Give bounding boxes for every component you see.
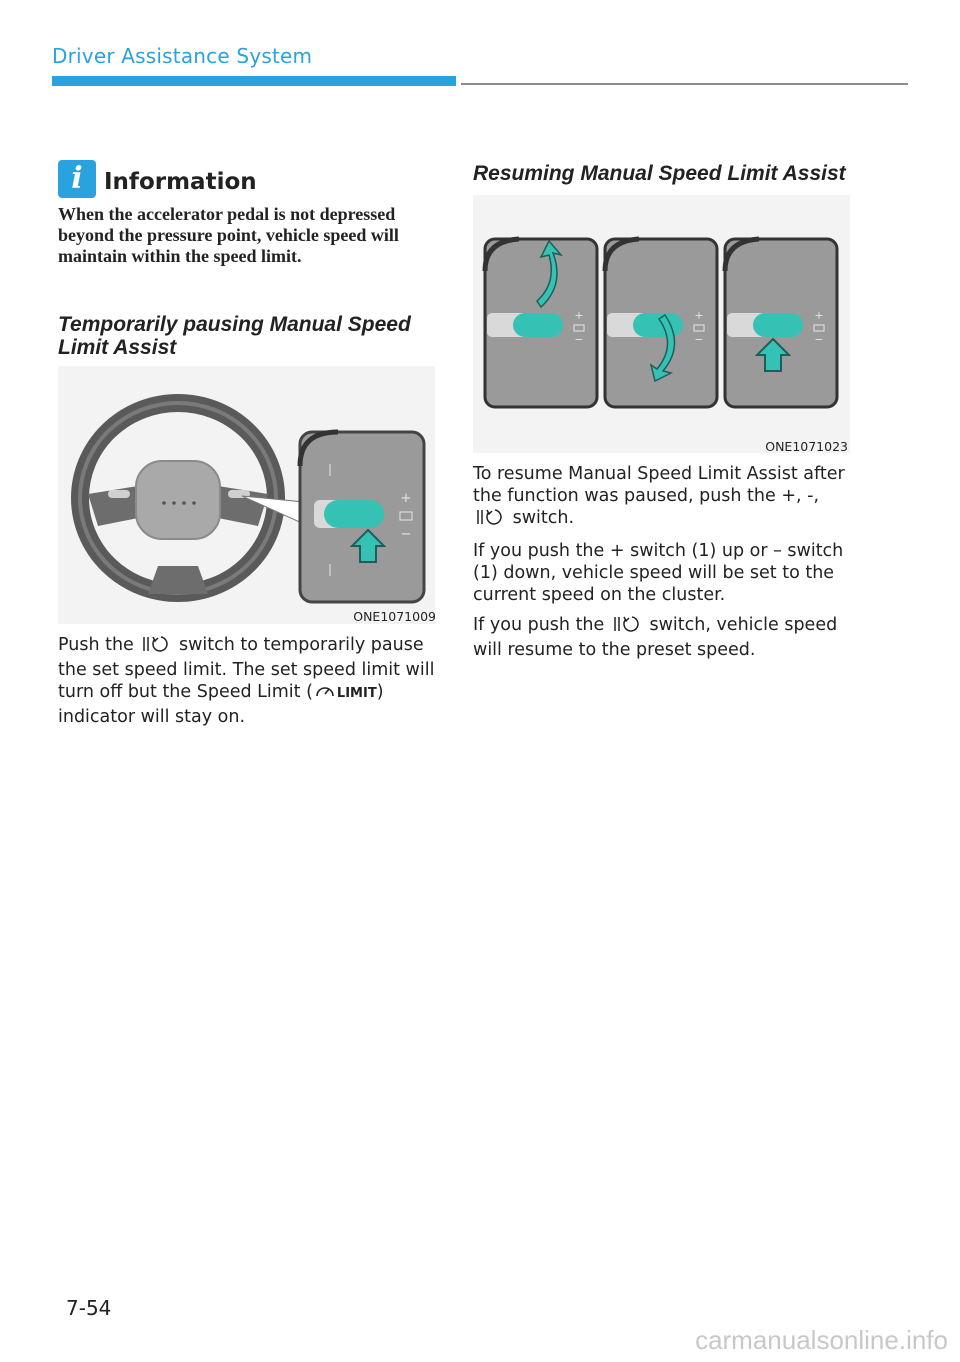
header-accent-bar [52,76,456,86]
information-title: Information [104,169,257,195]
steering-wheel-figure [58,366,435,624]
information-body: When the accelerator pedal is not depressed beyond the pressure point, vehicle speed will maintain within the speed limit. [58,204,399,266]
right-paragraph-3-part1: If you push the [473,615,605,635]
header-divider [461,83,908,85]
right-paragraph-3-part2: switch, vehicle speed will resume to the preset speed. [473,615,838,660]
pause-resume-icon [141,635,171,659]
left-figure-code: ONE1071009 [353,609,436,624]
header-section-title: Driver Assistance System [52,44,313,68]
svg-text:+: + [694,309,704,322]
right-paragraph-2: If you push the + switch (1) up or – switch (1) down, vehicle speed will be set to the current speed on the cluster. [473,541,844,605]
right-section-heading: Resuming Manual Speed Limit Assist [473,162,846,185]
page-number: 7-54 [66,1296,112,1320]
speed-limit-indicator-icon [315,682,335,706]
information-header [58,160,257,198]
resume-switch-figure [473,195,850,453]
pause-resume-icon [475,508,505,532]
left-paragraph-part3: ) indicator will stay on. [58,682,384,727]
resume-switch-illustration [473,195,850,453]
right-figure-code: ONE1071023 [765,439,848,454]
left-paragraph-part1: Push the [58,635,134,655]
svg-text:+: + [814,309,824,322]
footer-watermark[interactable]: carmanualsonline.info [695,1325,948,1355]
right-paragraph-1 [473,463,858,532]
svg-text:−: − [574,333,584,346]
right-paragraph-3 [473,614,858,661]
right-paragraph-1-part1: To resume Manual Speed Limit Assist after the function was paused, push the +, -, [473,464,845,506]
svg-text:+: + [574,309,584,322]
limit-label: LIMIT [336,686,377,701]
pause-resume-icon [612,615,642,639]
svg-text:+: + [400,491,412,506]
left-paragraph-part2: switch to temporarily pause the set speed limit. The set speed limit will turn off but the Speed Limit ( [58,635,435,702]
left-paragraph [58,634,438,728]
right-paragraphs [473,463,858,669]
right-paragraph-1-part2: switch. [512,508,575,528]
svg-text:−: − [814,333,824,346]
left-section-heading: Temporarily pausing Manual Speed Limit Assist [58,313,411,359]
info-icon: i [58,160,96,198]
svg-text:−: − [694,333,704,346]
steering-wheel-illustration [58,366,435,624]
svg-text:−: − [400,527,412,542]
